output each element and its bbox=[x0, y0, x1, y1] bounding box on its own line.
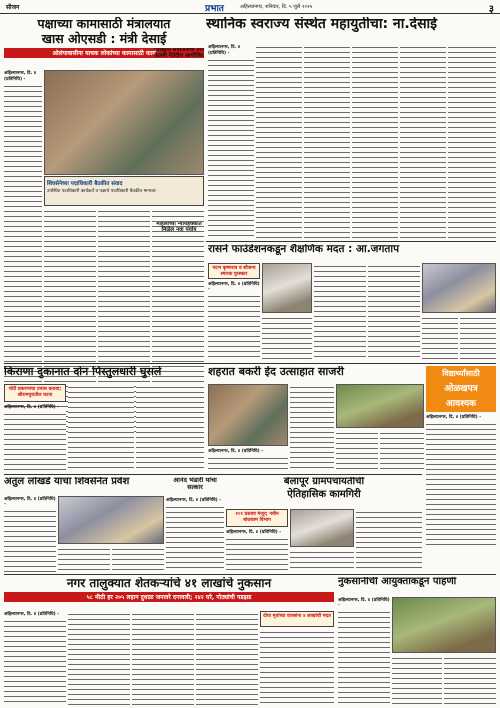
story-3-column-4 bbox=[352, 44, 398, 240]
story-5-headline: रासने फाउंडेशनकडून शैक्षणिक मदत : आ.जगताप bbox=[208, 244, 400, 255]
story-3-column-1 bbox=[208, 44, 254, 240]
story-3-column-3 bbox=[304, 44, 350, 240]
story-9-header bbox=[4, 477, 164, 493]
story-3-column-5 bbox=[400, 44, 446, 240]
story-5-column-6 bbox=[460, 315, 496, 361]
story-12-column-5 bbox=[260, 629, 334, 705]
body-text bbox=[426, 421, 496, 548]
story-13-headline: नुकसानीची आयुक्तांकडून पाहणी bbox=[338, 577, 457, 587]
body-text bbox=[262, 315, 312, 361]
story-12-box bbox=[260, 611, 334, 627]
event-photo bbox=[422, 263, 496, 313]
story-13-column-3 bbox=[444, 655, 496, 705]
crop-damage-photo bbox=[392, 597, 496, 653]
headline-line-2: खास ओएसडी : मंत्री देसाई bbox=[41, 31, 167, 47]
body-text bbox=[4, 508, 56, 572]
story-11-column-1 bbox=[226, 529, 288, 572]
story-11-box bbox=[226, 509, 288, 527]
body-text bbox=[4, 411, 66, 472]
story-9-column-2 bbox=[58, 546, 110, 572]
story-13-column-1 bbox=[338, 597, 390, 705]
story-7-column-1 bbox=[208, 448, 288, 472]
eid-gathering-photo bbox=[336, 384, 424, 428]
story-6-box bbox=[4, 384, 66, 402]
story-8-banner bbox=[426, 366, 496, 412]
story-4-headline: महिलांच्या न्यायहक्कांत मिळेल नवा पर्याय bbox=[156, 222, 202, 233]
story-10-headline: आनंद भंडारी यांचा सत्कार bbox=[173, 477, 217, 491]
body-text bbox=[368, 263, 420, 361]
story-5-column-3 bbox=[314, 263, 366, 361]
story-5-column-4 bbox=[368, 263, 420, 361]
body-text bbox=[338, 609, 390, 705]
story-13-header bbox=[338, 577, 496, 595]
divider bbox=[206, 241, 496, 242]
story-6-headline: किराणा दुकानात दोन पिस्तुलधारी घुसले bbox=[4, 366, 162, 378]
body-text bbox=[196, 611, 258, 705]
story-12-strap: ५८ मीठी हर २०५ लहान दुधाळ जनावरे दगावली; २४२ घरे, गोठ्यांची पडझड bbox=[4, 592, 334, 602]
story-8-column bbox=[426, 414, 496, 548]
byline: अहिल्यानगर, दि. ४ (प्रतिनिधि) - bbox=[4, 405, 60, 410]
body-text bbox=[58, 546, 110, 572]
body-text bbox=[166, 504, 224, 572]
body-text bbox=[304, 44, 350, 240]
body-text bbox=[260, 629, 334, 705]
byline: अहिल्यानगर, दि. ४ (प्रतिनिधि) - bbox=[226, 530, 282, 535]
divider bbox=[4, 363, 496, 364]
story-13-column-2 bbox=[392, 655, 442, 705]
story-3-header bbox=[206, 17, 496, 41]
body-text bbox=[256, 44, 302, 240]
body-text bbox=[352, 44, 398, 240]
body-text bbox=[380, 430, 424, 472]
story-12-column-1 bbox=[4, 611, 66, 705]
byline: अहिल्यानगर, दि. ४ (प्रतिनिधि) - bbox=[208, 282, 260, 292]
story-9-column-3 bbox=[112, 546, 164, 572]
award-photo bbox=[262, 263, 312, 313]
byline: अहिल्यानगर, दि. ४ (प्रतिनिधि) - bbox=[4, 497, 56, 507]
banner-line-2: ओळखपत्र bbox=[444, 384, 478, 394]
eid-prayer-photo bbox=[208, 384, 288, 446]
story-6-column-3 bbox=[136, 384, 204, 472]
byline: अहिल्यानगर, दि. ४ (प्रतिनिधि) - bbox=[338, 598, 390, 608]
story-7-headline: शहरात बकरी ईद उत्साहात साजरी bbox=[208, 366, 344, 378]
story-7-header bbox=[208, 366, 424, 382]
story-9-column-1 bbox=[4, 496, 56, 572]
story-7-column-2 bbox=[290, 384, 334, 472]
story-3-column-2 bbox=[256, 44, 302, 240]
story-5-column-2 bbox=[262, 315, 312, 361]
body-text bbox=[460, 315, 496, 361]
caption-title: शिवसेनेच्या पदाधिकारी बैठकीत संवाद bbox=[47, 181, 123, 187]
body-text bbox=[400, 44, 446, 240]
body-text bbox=[226, 536, 288, 572]
byline: अहिल्यानगर, दि. ४ (प्रतिनिधि) - bbox=[4, 612, 60, 617]
body-text bbox=[132, 611, 194, 705]
story-12-header bbox=[4, 577, 334, 609]
story-7-column-4 bbox=[380, 430, 424, 472]
strapline: ओलंपावासीना याचक लोकांच्या कामासाठी कार्य bbox=[4, 48, 204, 58]
story-6-box-title: चोरी प्रकरणाचा तपास करावा; श्रीरामपुरातील घटना bbox=[8, 387, 62, 398]
story-6-column-1 bbox=[4, 404, 66, 472]
headline-line-1: बेलापूर ग्रामपंचायतीची bbox=[283, 477, 365, 487]
caption-text: उपस्थित पदाधिकारी कार्यकर्ते व पक्षाचे पदाधिकारी बैठकीत मान्यवर bbox=[47, 189, 156, 194]
body-text bbox=[68, 384, 134, 472]
induction-photo bbox=[58, 496, 164, 544]
story-11-column-2 bbox=[290, 549, 354, 572]
body-text bbox=[136, 384, 204, 472]
body-text bbox=[392, 655, 442, 705]
body-text bbox=[356, 509, 422, 572]
story-5-column-5 bbox=[422, 315, 458, 361]
story-11-header bbox=[226, 477, 422, 507]
body-text bbox=[208, 455, 288, 472]
story-11-column-3 bbox=[356, 509, 422, 572]
story-12-headline: नगर तालुक्यात शेतकऱ्यांचे ४१ लाखांचे नुकसान bbox=[66, 577, 272, 590]
story-10-header bbox=[166, 477, 224, 495]
story-5-box-title: पदभ कृष्णराव व सौजन्य स्मारक पुरस्कार bbox=[212, 266, 256, 277]
issue-date: अहिल्यानगर, शनिवार, दि. ५ जुलै २०२५ bbox=[240, 4, 313, 10]
story-6-header bbox=[4, 366, 204, 382]
body-text bbox=[422, 315, 458, 361]
page-number: ३ bbox=[488, 4, 494, 15]
photo-caption-box bbox=[44, 176, 204, 206]
body-text bbox=[448, 44, 496, 240]
story-7-column-3 bbox=[336, 430, 378, 472]
story-12-column-3 bbox=[132, 611, 194, 705]
body-text bbox=[208, 293, 260, 361]
banner-line-3: आवश्यक bbox=[445, 399, 477, 409]
meeting-photo bbox=[44, 70, 204, 175]
divider bbox=[4, 474, 422, 475]
body-text bbox=[444, 655, 496, 705]
byline: अहिल्यानगर, दि. ४ (प्रतिनिधि) - bbox=[4, 71, 37, 82]
body-text bbox=[314, 263, 366, 361]
story-9-headline: अतुल लोखंडे यांचा शिवसेनेत प्रवेश bbox=[4, 477, 130, 487]
story-5-column-1 bbox=[208, 281, 260, 361]
story-12-column-4 bbox=[196, 611, 258, 705]
body-text bbox=[208, 57, 254, 240]
story-12-column-2 bbox=[68, 611, 130, 705]
story-12-box-title: दोघा मृतांच्या वारसांना ४ लाखांची मदत bbox=[263, 614, 331, 619]
body-text bbox=[112, 546, 164, 572]
page-header bbox=[0, 0, 500, 14]
story-4-header bbox=[152, 222, 206, 240]
gram-panchayat-photo bbox=[290, 509, 354, 547]
story-2-headline: जिल्ह्यात संयोजनाची तीन कलमी नेतेदौरा आयोजित bbox=[153, 48, 204, 59]
headline-line-1: पक्षाच्या कामासाठी मंत्रालयात bbox=[37, 17, 171, 31]
story-11-box-title: १०१ प्रस्ताव मंजूर; नवीन बांधकाम विभाग bbox=[235, 512, 279, 523]
masthead-logo: प्रभात bbox=[205, 4, 224, 14]
body-text bbox=[290, 549, 354, 572]
section-label: सीजन bbox=[6, 4, 20, 11]
story-5-box bbox=[208, 263, 260, 279]
story-6-column-2 bbox=[68, 384, 134, 472]
byline: अहिल्यानगर, दि. ४ (प्रतिनिधि) - bbox=[208, 449, 264, 454]
body-text bbox=[4, 618, 66, 705]
headline-line-2: ऐतिहासिक कामगिरी bbox=[287, 488, 361, 500]
story-3-column-6 bbox=[448, 44, 496, 240]
story-5-header bbox=[208, 244, 496, 260]
byline: अहिल्यानगर, दि. ४ (प्रतिनिधि) - bbox=[166, 498, 222, 503]
byline: अहिल्यानगर, दि. ४ (प्रतिनिधि) - bbox=[208, 45, 241, 56]
story-3-headline: स्थानिक स्वराज्य संस्थेत महायुतीचा: ना.देसाई bbox=[206, 17, 438, 32]
body-text bbox=[336, 430, 378, 472]
byline: अहिल्यानगर, दि. ४ (प्रतिनिधि) - bbox=[426, 415, 482, 420]
banner-line-1: विद्यार्थ्यांसाठी bbox=[442, 369, 480, 378]
story-2-header bbox=[152, 48, 206, 70]
body-text bbox=[68, 611, 130, 705]
divider bbox=[4, 574, 496, 575]
body-text bbox=[290, 384, 334, 472]
story-10-column bbox=[166, 497, 224, 572]
